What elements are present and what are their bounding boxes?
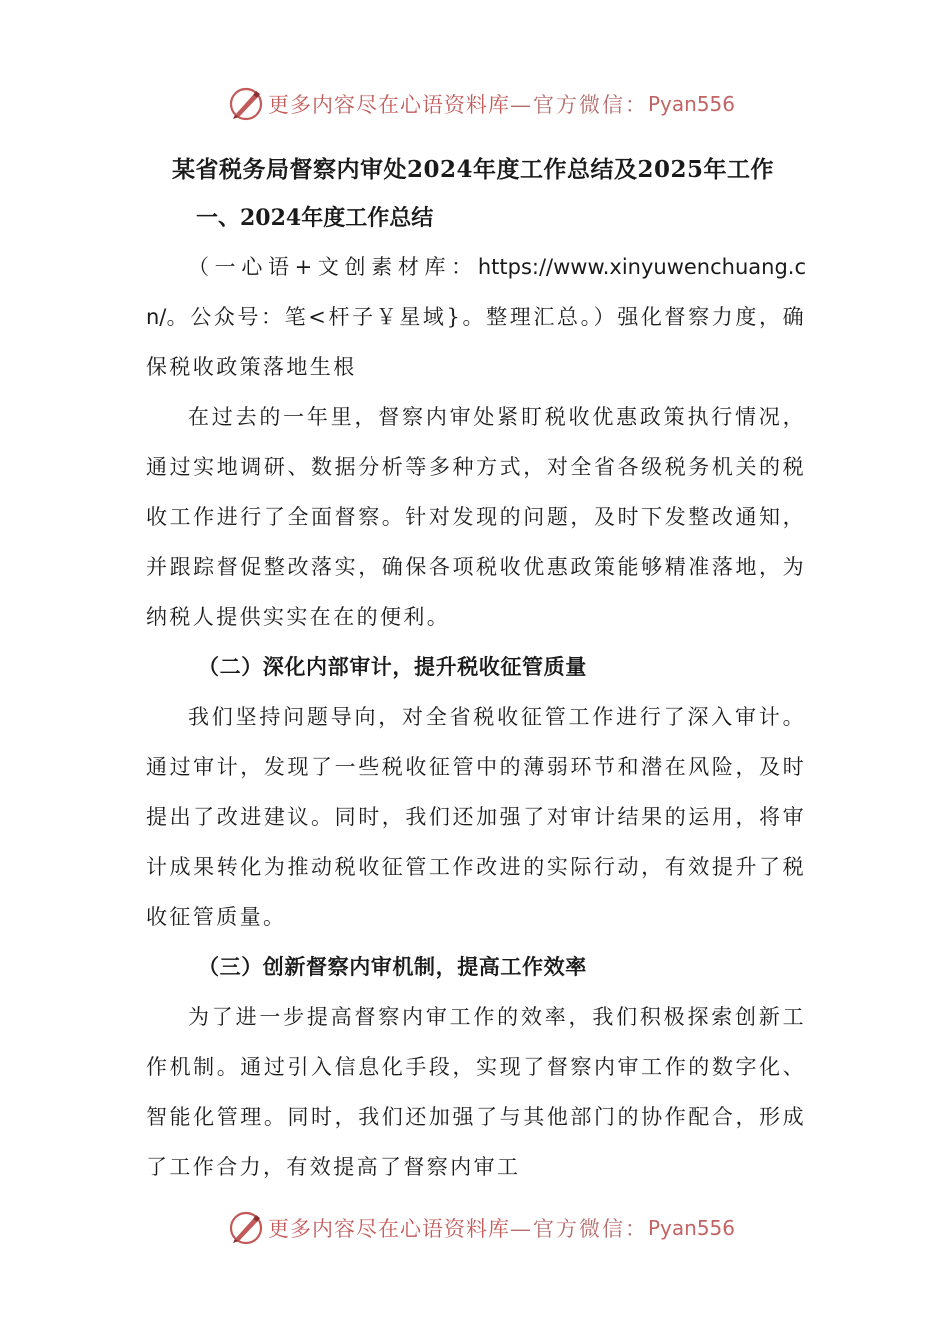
- watermark-sub-text: —官方微信：: [510, 93, 648, 117]
- document-title: 某省税务局督察内审处2024年度工作总结及2025年工作: [171, 156, 775, 183]
- watermark-main-text: 更多内容尽在心语资料库: [268, 1217, 510, 1241]
- subsection-heading-innovation: （三）创新督察内审机制，提高工作效率: [198, 955, 587, 979]
- watermark-wechat-id: Pyan556: [648, 1216, 736, 1240]
- subsection-heading-supervision: 强化督察力度，确保税收政策落地生根: [146, 305, 806, 379]
- paragraph-audit: 我们坚持问题导向，对全省税收征管工作进行了深入审计。通过审计，发现了一些税收征管中的薄弱环节和潜在风险，及时提出了改进建议。同时，我们还加强了对审计结果的运用，将审计成果转化为推动税收征管工作改进的实际行动，有效提升了税收征管质量。: [146, 705, 806, 929]
- paragraph-supervision: 在过去的一年里，督察内审处紧盯税收优惠政策执行情况，通过实地调研、数据分析等多种方式，对全省各级税务机关的税收工作进行了全面督察。针对发现的问题，及时下发整改通知，并跟踪督促整改落实，确保各项税收优惠政策能够精准落地，为纳税人提供实实在在的便利。: [146, 405, 806, 629]
- subsection-heading-audit: （二）深化内部审计，提升税收征管质量: [198, 655, 587, 679]
- watermark-wechat-id: Pyan556: [648, 92, 736, 116]
- source-note-text: （一心语+文创素材库：: [188, 255, 478, 279]
- section-heading-summary: 一、2024年度工作总结: [196, 205, 434, 231]
- watermark-main-text: 更多内容尽在心语资料库: [268, 93, 510, 117]
- paragraph-innovation: 为了进一步提高督察内审工作的效率，我们积极探索创新工作机制。通过引入信息化手段，实现了督察内审工作的数字化、智能化管理。同时，我们还加强了与其他部门的协作配合，形成了工作合力，有效提高了督察内审工: [146, 1005, 806, 1179]
- header-watermark: [228, 84, 735, 124]
- document-body: [146, 146, 806, 1192]
- pen-in-circle-icon: [228, 1210, 264, 1246]
- watermark-sub-text: —官方微信：: [510, 1217, 648, 1241]
- source-note-tail: 。公众号：笔<杆子￥星域}。整理汇总。）: [166, 305, 618, 329]
- pen-in-circle-icon: [228, 86, 264, 122]
- source-url-link[interactable]: https://www.xinyuwenchuang.cn/: [146, 255, 806, 329]
- footer-watermark: [228, 1208, 735, 1248]
- source-note-paragraph: [146, 242, 806, 392]
